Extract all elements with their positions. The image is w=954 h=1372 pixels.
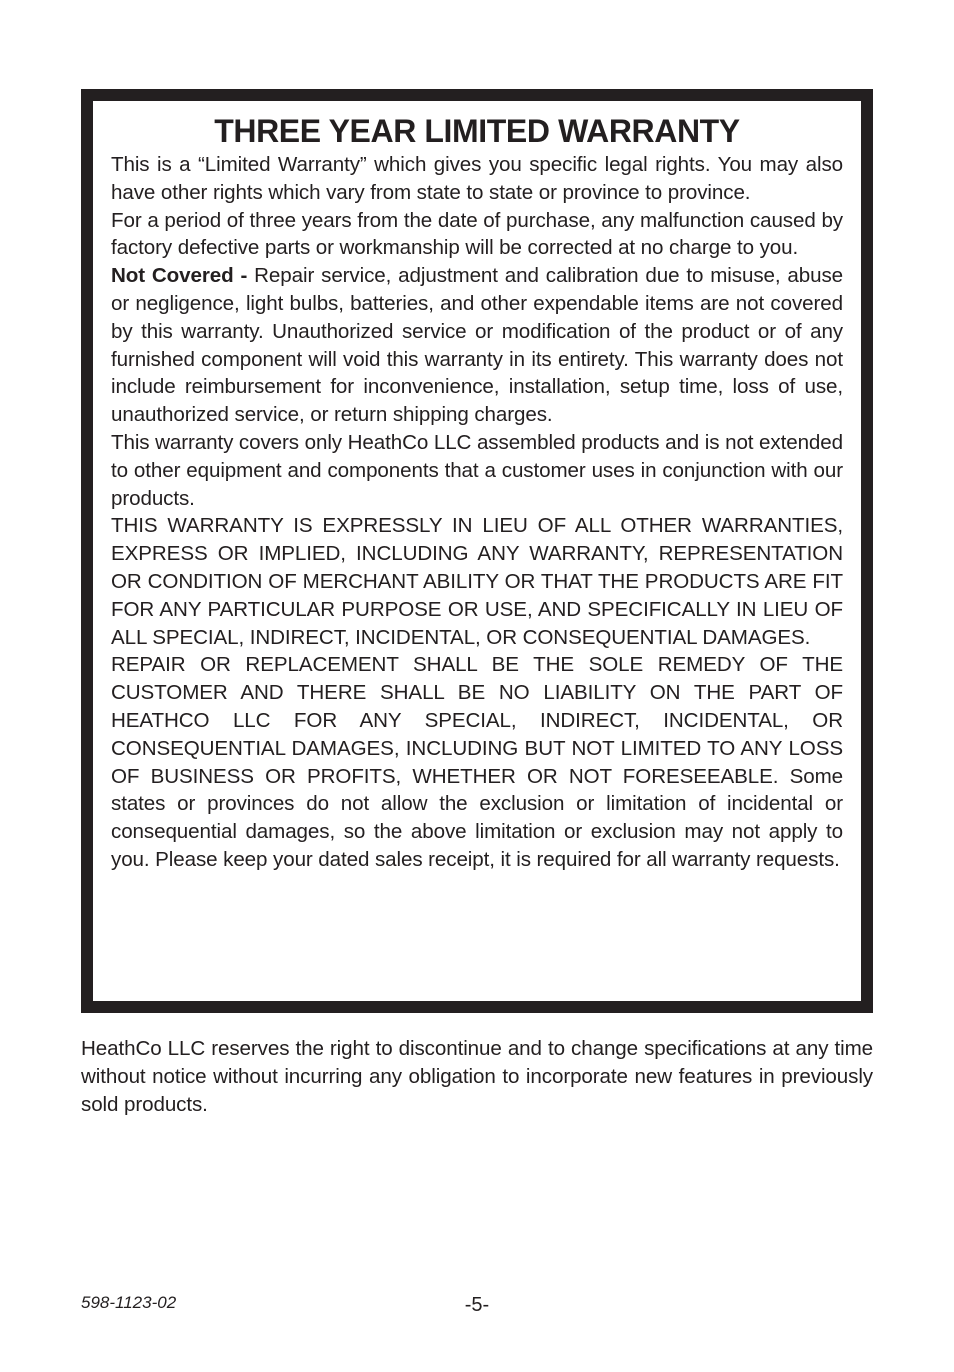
not-covered-label: Not Covered - (111, 264, 255, 288)
document-number: 598-1123-02 (81, 1293, 177, 1312)
not-covered-text: Repair service, adjustment and calibration due to misuse, abuse or negligence, light bulbs, batteries, and other expendable items are not covered by this warranty. Unauthorized service or modification of the product or of any furnished component will void this warranty in its entirety. This warranty does not include reimbursement for inconvenience, installation, setup time, loss of use, unauthorized service, or return shipping charges. (111, 264, 843, 427)
warranty-rights-paragraph: This is a “Limited Warranty” which gives you specific legal rights. You may also have other rights which vary from state to state or province to province. (111, 153, 843, 204)
warranty-remedy-paragraph: REPAIR OR REPLACEMENT SHALL BE THE SOLE REMEDY OF THE CUSTOMER AND THERE SHALL BE NO LIABILITY ON THE PART OF HEATHCO LLC FOR ANY SPECIAL, INDIRECT, INCIDENTAL, OR CONSEQUENTIAL DAMAGES, INCLUDING BUT NOT LIMITED TO ANY LOSS OF BUSINESS OR PROFITS, WHETHER OR NOT FORESEEABLE. Some states or provinces do not allow the exclusion or limitation of incidental or consequential damages, so the above limitation or exclusion may not apply to you. Please keep your dated sales receipt, it is required for all warranty requests. (111, 653, 843, 871)
warranty-not-covered-paragraph (111, 262, 843, 429)
warranty-disclaimer-paragraph: THIS WARRANTY IS EXPRESSLY IN LIEU OF ALL OTHER WARRANTIES, EXPRESS OR IMPLIED, INCLUDING ANY WARRANTY, REPRESENTATION OR CONDITION OF MERCHANT ABILITY OR THAT THE PRODUCTS ARE FIT FOR ANY PARTICULAR PURPOSE OR USE, AND SPECIFICALLY IN LIEU OF ALL SPECIAL, INDIRECT, INCIDENTAL, OR CONSEQUENTIAL DAMAGES. (111, 514, 843, 649)
page-number: -5- (464, 1294, 490, 1316)
warranty-title: THREE YEAR LIMITED WARRANTY (214, 113, 740, 149)
warranty-inner-frame (91, 99, 863, 1003)
reserve-rights-note: HeathCo LLC reserves the right to discontinue and to change specifications at any time without notice without incurring any obligation to incorporate new features in previously sold products. (81, 1037, 873, 1116)
warranty-period-paragraph: For a period of three years from the date of purchase, any malfunction caused by factory defective parts or workmanship will be corrected at no charge to you. (111, 208, 843, 260)
warranty-box (81, 89, 873, 1013)
warranty-coverage-paragraph: This warranty covers only HeathCo LLC assembled products and is not extended to other equipment and components that a customer uses in conjunction with our products. (111, 430, 843, 510)
